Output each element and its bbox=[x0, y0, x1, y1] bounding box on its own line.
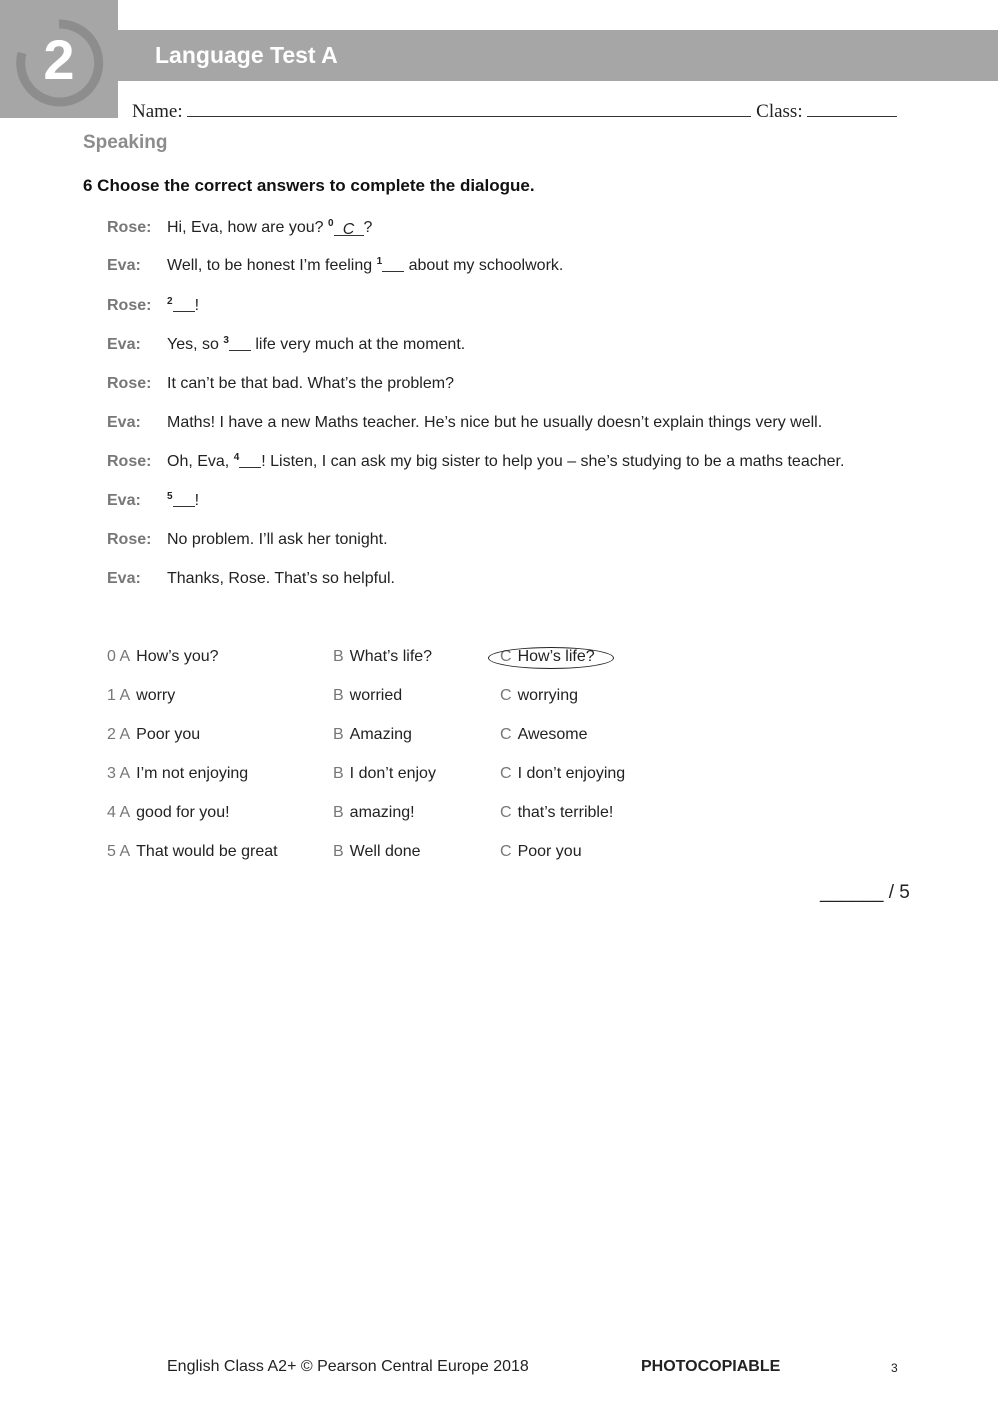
dialogue-text-before: It can’t be that bad. What’s the problem? bbox=[167, 375, 454, 392]
option-b[interactable] bbox=[333, 763, 436, 785]
dialogue-text-before: Oh, Eva, bbox=[167, 453, 234, 470]
option-b[interactable] bbox=[333, 724, 412, 746]
dialogue-text-after: ? bbox=[363, 219, 373, 236]
option-text: I don’t enjoy bbox=[349, 765, 436, 782]
option-text: amazing! bbox=[349, 804, 415, 821]
option-letter: C bbox=[500, 648, 512, 665]
speaker-name: Rose: bbox=[107, 219, 152, 236]
speaker-name: Eva: bbox=[107, 492, 141, 509]
dialogue-text bbox=[167, 217, 372, 239]
option-text: Poor you bbox=[136, 726, 201, 743]
selected-answer-circle bbox=[488, 647, 614, 669]
dialogue-text bbox=[167, 373, 454, 395]
option-row bbox=[107, 724, 707, 746]
class-label: Class: bbox=[756, 101, 803, 122]
speaker-name: Rose: bbox=[107, 375, 152, 392]
score-total: / 5 bbox=[888, 882, 910, 903]
option-letter: B bbox=[333, 726, 344, 743]
section-title: Speaking bbox=[83, 132, 168, 153]
option-a[interactable] bbox=[107, 763, 248, 785]
option-c[interactable] bbox=[500, 802, 613, 824]
option-text: Amazing bbox=[349, 726, 412, 743]
name-label: Name: bbox=[132, 101, 183, 122]
option-a[interactable] bbox=[107, 724, 200, 746]
dialogue-text-before: Yes, so bbox=[167, 336, 224, 353]
dialogue-text-before: Thanks, Rose. That’s so helpful. bbox=[167, 570, 395, 587]
dialogue-text bbox=[167, 255, 563, 277]
dialogue-text-before: Well, to be honest I’m feeling bbox=[167, 257, 377, 274]
dialogue-text bbox=[167, 412, 822, 434]
option-b[interactable] bbox=[333, 685, 402, 707]
speaker-name: Rose: bbox=[107, 297, 152, 314]
gap-number: 1 bbox=[376, 256, 383, 267]
answer-gap[interactable] bbox=[173, 490, 195, 507]
dialogue-text bbox=[167, 295, 199, 317]
answer-gap[interactable] bbox=[229, 334, 251, 351]
answer-gap[interactable] bbox=[173, 295, 195, 312]
dialogue-text bbox=[167, 490, 199, 512]
answer-gap[interactable]: C bbox=[334, 219, 364, 236]
gap-number: 3 bbox=[223, 335, 229, 346]
test-title: Language Test A bbox=[155, 42, 338, 68]
option-b[interactable] bbox=[333, 646, 432, 668]
option-letter: 1 A bbox=[107, 687, 131, 704]
option-text: How’s you? bbox=[136, 648, 219, 665]
option-letter: B bbox=[333, 687, 344, 704]
option-text: worry bbox=[136, 687, 176, 704]
option-letter: B bbox=[333, 765, 344, 782]
gap-number: 2 bbox=[167, 296, 173, 307]
option-text: That would be great bbox=[136, 843, 278, 860]
dialogue-text-before: Hi, Eva, how are you? bbox=[167, 219, 328, 236]
dialogue-text bbox=[167, 334, 465, 356]
dialogue-text-before: Maths! I have a new Maths teacher. He’s nice but he usually doesn’t explain things very well. bbox=[167, 414, 823, 431]
page-number: 3 bbox=[891, 1361, 898, 1375]
option-row bbox=[107, 763, 707, 785]
option-row bbox=[107, 841, 707, 863]
task-title: 6 Choose the correct answers to complete the dialogue. bbox=[83, 176, 535, 195]
option-text: worried bbox=[349, 687, 403, 704]
title-bar bbox=[118, 30, 998, 81]
option-text: I don’t enjoying bbox=[517, 765, 626, 782]
speaker-name: Eva: bbox=[107, 336, 141, 353]
option-letter: 0 A bbox=[107, 648, 131, 665]
speaker-name: Rose: bbox=[107, 531, 152, 548]
speaker-name: Rose: bbox=[107, 453, 152, 470]
option-c[interactable] bbox=[500, 685, 578, 707]
gap-number: 5 bbox=[167, 491, 173, 502]
score-blank[interactable]: ______ bbox=[820, 882, 884, 903]
unit-number: 2 bbox=[43, 28, 75, 91]
option-c[interactable] bbox=[500, 763, 625, 785]
answer-gap[interactable] bbox=[239, 451, 261, 468]
option-letter: C bbox=[500, 804, 512, 821]
option-text: How’s life? bbox=[517, 648, 595, 665]
option-a[interactable] bbox=[107, 685, 175, 707]
answer-gap[interactable] bbox=[382, 255, 404, 272]
dialogue-text-after: about my schoolwork. bbox=[404, 257, 564, 274]
option-letter: B bbox=[333, 843, 344, 860]
option-letter: C bbox=[500, 765, 512, 782]
dialogue-text-after: ! bbox=[194, 297, 200, 314]
option-text: good for you! bbox=[136, 804, 230, 821]
footer-photocopiable: PHOTOCOPIABLE bbox=[641, 1358, 781, 1375]
dialogue-text-after: ! bbox=[194, 492, 200, 509]
option-row bbox=[107, 685, 707, 707]
dialogue-text bbox=[167, 451, 844, 473]
option-a[interactable] bbox=[107, 841, 278, 863]
option-text: worrying bbox=[517, 687, 579, 704]
option-b[interactable] bbox=[333, 802, 415, 824]
option-letter: C bbox=[500, 726, 512, 743]
dialogue-text-before: No problem. I’ll ask her tonight. bbox=[167, 531, 388, 548]
option-a[interactable] bbox=[107, 646, 219, 668]
option-text: Poor you bbox=[517, 843, 582, 860]
option-text: that’s terrible! bbox=[517, 804, 614, 821]
dialogue-text-after: life very much at the moment. bbox=[250, 336, 466, 353]
option-row bbox=[107, 802, 707, 824]
option-letter: C bbox=[500, 843, 512, 860]
footer-copyright: English Class A2+ © Pearson Central Europe 2018 bbox=[167, 1358, 529, 1375]
option-text: Well done bbox=[349, 843, 421, 860]
option-letter: B bbox=[333, 648, 344, 665]
dialogue-text bbox=[167, 529, 388, 551]
option-b[interactable] bbox=[333, 841, 421, 863]
option-letter: C bbox=[500, 687, 512, 704]
dialogue-text-after: ! Listen, I can ask my big sister to help you – she’s studying to be a maths teacher. bbox=[261, 453, 845, 470]
gap-number: 0 bbox=[327, 218, 334, 229]
option-row bbox=[107, 646, 707, 668]
option-c[interactable] bbox=[500, 724, 588, 746]
speaker-name: Eva: bbox=[107, 570, 141, 587]
option-c[interactable] bbox=[500, 646, 595, 668]
option-letter: 3 A bbox=[107, 765, 131, 782]
option-letter: 5 A bbox=[107, 843, 131, 860]
option-letter: B bbox=[333, 804, 344, 821]
speaker-name: Eva: bbox=[107, 414, 141, 431]
speaker-name: Eva: bbox=[107, 257, 141, 274]
score-box bbox=[820, 882, 910, 904]
option-text: What’s life? bbox=[349, 648, 433, 665]
option-c[interactable] bbox=[500, 841, 582, 863]
option-letter: 2 A bbox=[107, 726, 131, 743]
unit-badge bbox=[0, 0, 118, 118]
option-text: Awesome bbox=[517, 726, 588, 743]
gap-number: 4 bbox=[233, 452, 240, 463]
name-field[interactable] bbox=[187, 100, 751, 117]
option-a[interactable] bbox=[107, 802, 230, 824]
name-class-line bbox=[132, 100, 897, 123]
class-field[interactable] bbox=[807, 100, 897, 117]
dialogue-text bbox=[167, 568, 395, 590]
option-text: I’m not enjoying bbox=[136, 765, 249, 782]
option-letter: 4 A bbox=[107, 804, 131, 821]
